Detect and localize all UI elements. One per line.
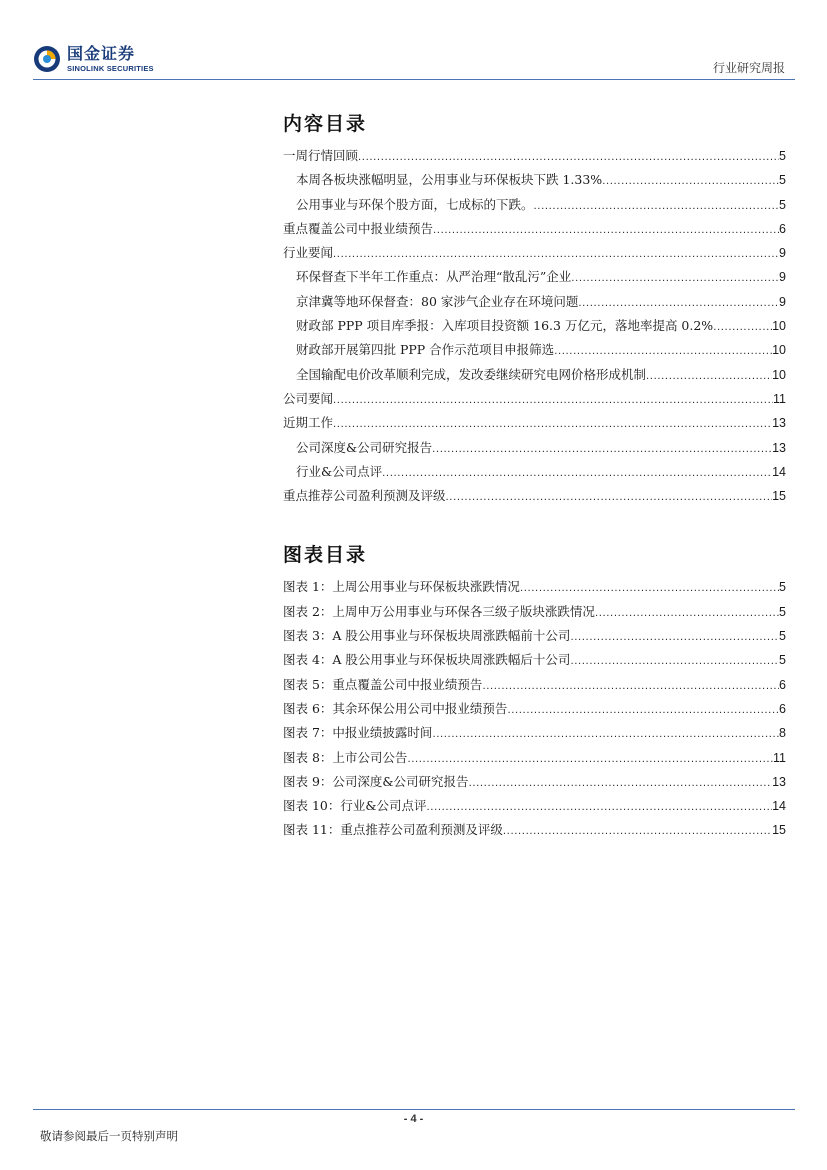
dot-leader bbox=[503, 822, 772, 837]
section-spacer bbox=[283, 510, 786, 540]
logo-english-name: SINOLINK SECURITIES bbox=[67, 63, 154, 73]
dot-leader bbox=[432, 440, 772, 455]
figure-entry[interactable] bbox=[283, 723, 786, 747]
figure-entry-title: 图表 5：重点覆盖公司中报业绩预告 bbox=[283, 676, 483, 692]
figure-entry-page: 6 bbox=[779, 677, 786, 692]
toc-entry[interactable] bbox=[283, 486, 786, 510]
toc-entry[interactable] bbox=[283, 195, 786, 219]
toc-entry-title: 公司要闻 bbox=[283, 390, 334, 406]
dot-leader bbox=[333, 391, 773, 406]
toc-entry-title: 一周行情回顾 bbox=[283, 148, 359, 163]
toc-entry-page: 6 bbox=[779, 221, 786, 236]
toc-entry[interactable] bbox=[283, 219, 786, 243]
dot-leader bbox=[358, 148, 779, 163]
figure-entry[interactable] bbox=[283, 772, 786, 796]
figure-entry-title: 图表 4：A 股公用事业与环保板块周涨跌幅后十公司 bbox=[283, 652, 571, 668]
toc-entry-page: 15 bbox=[772, 489, 786, 504]
toc-entry-title: 行业要闻 bbox=[283, 245, 334, 261]
toc-entry-title: 重点覆盖公司中报业绩预告 bbox=[283, 220, 434, 236]
logo-chinese-name: 国金证券 bbox=[67, 43, 136, 63]
dot-leader bbox=[570, 628, 779, 643]
figure-entry[interactable] bbox=[283, 626, 786, 650]
header-divider bbox=[33, 79, 795, 80]
toc-entry[interactable] bbox=[283, 462, 786, 486]
footer-disclaimer: 敬请参阅最后一页特别声明 bbox=[40, 1129, 178, 1143]
figure-entry[interactable] bbox=[283, 577, 786, 601]
dot-leader bbox=[534, 197, 780, 212]
company-logo bbox=[33, 45, 154, 73]
dot-leader bbox=[432, 725, 779, 740]
toc-entry-page: 14 bbox=[772, 464, 786, 479]
figure-entry-title: 图表 3：A 股公用事业与环保板块周涨跌幅前十公司 bbox=[283, 628, 571, 644]
figure-entry-page: 5 bbox=[779, 653, 786, 668]
page-number: - 4 - bbox=[403, 1113, 424, 1125]
dot-leader bbox=[382, 464, 772, 479]
toc-entry-title: 京津冀等地环保督查：80 家涉气企业存在环境问题 bbox=[296, 293, 579, 309]
toc-entry[interactable] bbox=[283, 170, 786, 194]
toc-entry-page: 9 bbox=[779, 246, 786, 261]
toc-entry-title: 公司深度&公司研究报告 bbox=[296, 439, 433, 455]
figure-entry-page: 6 bbox=[779, 701, 786, 716]
toc-entry-page: 13 bbox=[772, 440, 786, 455]
figure-entry[interactable] bbox=[283, 602, 786, 626]
dot-leader bbox=[646, 367, 772, 382]
figure-entry-page: 5 bbox=[779, 580, 786, 595]
toc-entry-title: 重点推荐公司盈利预测及评级 bbox=[283, 488, 446, 504]
figure-entry-page: 14 bbox=[772, 799, 786, 814]
report-type: 行业研究周报 bbox=[712, 61, 785, 75]
toc-entry-page: 9 bbox=[779, 270, 786, 285]
toc-entry[interactable] bbox=[283, 365, 786, 389]
figure-entry-page: 11 bbox=[773, 750, 786, 765]
dot-leader bbox=[595, 604, 779, 619]
toc-entry-title: 财政部开展第四批 PPP 合作示范项目申报筛选 bbox=[296, 342, 555, 358]
toc-entry-page: 5 bbox=[779, 197, 786, 212]
toc-entry-page: 5 bbox=[779, 149, 786, 163]
figure-entry-title: 图表 1：上周公用事业与环保板块涨跌情况 bbox=[283, 579, 520, 595]
page-content bbox=[283, 105, 786, 845]
dot-leader bbox=[571, 269, 779, 284]
toc-entry[interactable] bbox=[283, 316, 786, 340]
toc-entry-page: 5 bbox=[779, 173, 786, 188]
dot-leader bbox=[446, 488, 773, 503]
toc-entry-page: 13 bbox=[772, 416, 786, 431]
toc-entry[interactable] bbox=[283, 243, 786, 267]
toc-entry-title: 近期工作 bbox=[283, 415, 334, 431]
dot-leader bbox=[333, 415, 772, 430]
figure-entry[interactable] bbox=[283, 699, 786, 723]
dot-leader bbox=[469, 774, 773, 789]
toc-entry-page: 10 bbox=[772, 319, 786, 334]
figure-entry-page: 8 bbox=[779, 726, 786, 741]
dot-leader bbox=[427, 798, 773, 813]
figure-entry-title: 图表 8：上市公司公告 bbox=[283, 749, 408, 765]
figure-entry[interactable] bbox=[283, 820, 786, 844]
figure-entry-title: 图表 2：上周申万公用事业与环保各三级子版块涨跌情况 bbox=[283, 603, 595, 619]
toc-entry[interactable] bbox=[283, 146, 786, 170]
figure-entry[interactable] bbox=[283, 650, 786, 674]
toc-heading: 内容目录 bbox=[283, 113, 368, 135]
toc-entry[interactable] bbox=[283, 438, 786, 462]
figure-entry-page: 13 bbox=[772, 774, 786, 789]
footer-divider bbox=[33, 1109, 795, 1110]
figure-entry[interactable] bbox=[283, 748, 786, 772]
figure-entry-title: 图表 6：其余环保公用公司中报业绩预告 bbox=[283, 700, 508, 716]
toc-entry[interactable] bbox=[283, 413, 786, 437]
sinolink-logo-icon bbox=[33, 45, 61, 73]
toc-entry-title: 全国输配电价改革顺利完成，发改委继续研究电网价格形成机制 bbox=[296, 366, 647, 382]
toc-entry-title: 行业&公司点评 bbox=[296, 463, 383, 479]
dot-leader bbox=[482, 677, 779, 692]
figure-entry[interactable] bbox=[283, 796, 786, 820]
dot-leader bbox=[578, 294, 779, 309]
figure-entry-page: 5 bbox=[779, 629, 786, 644]
figure-entry-page: 15 bbox=[772, 823, 786, 838]
dot-leader bbox=[433, 221, 779, 236]
toc-entry-title: 公用事业与环保个股方面，七成标的下跌。 bbox=[296, 196, 534, 212]
toc-entry-page: 11 bbox=[773, 391, 786, 406]
dot-leader bbox=[407, 750, 773, 765]
figure-entry-page: 5 bbox=[779, 604, 786, 619]
toc-entry-page: 10 bbox=[772, 343, 786, 358]
toc-entry[interactable] bbox=[283, 340, 786, 364]
page-header bbox=[0, 0, 827, 82]
figure-entry-title: 图表 7：中报业绩披露时间 bbox=[283, 725, 433, 741]
dot-leader bbox=[507, 701, 779, 716]
toc-entry[interactable] bbox=[283, 292, 786, 316]
dot-leader bbox=[520, 579, 779, 594]
figure-list-heading: 图表目录 bbox=[283, 544, 368, 567]
toc-entry-title: 本周各板块涨幅明显，公用事业与环保板块下跌 1.33% bbox=[296, 172, 603, 188]
dot-leader bbox=[713, 318, 772, 333]
dot-leader bbox=[554, 342, 772, 357]
toc-entry-title: 财政部 PPP 项目库季报：入库项目投资额 16.3 万亿元，落地率提高 0.2% bbox=[296, 318, 714, 334]
toc-entry-title: 环保督查下半年工作重点：从严治理“散乱污”企业 bbox=[296, 269, 572, 285]
dot-leader bbox=[570, 652, 779, 667]
toc-entry[interactable] bbox=[283, 267, 786, 291]
figure-entry-title: 图表 11：重点推荐公司盈利预测及评级 bbox=[283, 822, 503, 838]
toc-entry-page: 9 bbox=[779, 294, 786, 309]
toc-list bbox=[283, 146, 786, 510]
toc-entry[interactable] bbox=[283, 389, 786, 413]
dot-leader bbox=[602, 172, 779, 187]
figure-entry-title: 图表 9：公司深度&公司研究报告 bbox=[283, 773, 469, 789]
figure-list bbox=[283, 577, 786, 844]
toc-entry-page: 10 bbox=[772, 367, 786, 382]
dot-leader bbox=[333, 245, 779, 260]
figure-entry[interactable] bbox=[283, 675, 786, 699]
figure-entry-title: 图表 10：行业&公司点评 bbox=[283, 798, 427, 814]
